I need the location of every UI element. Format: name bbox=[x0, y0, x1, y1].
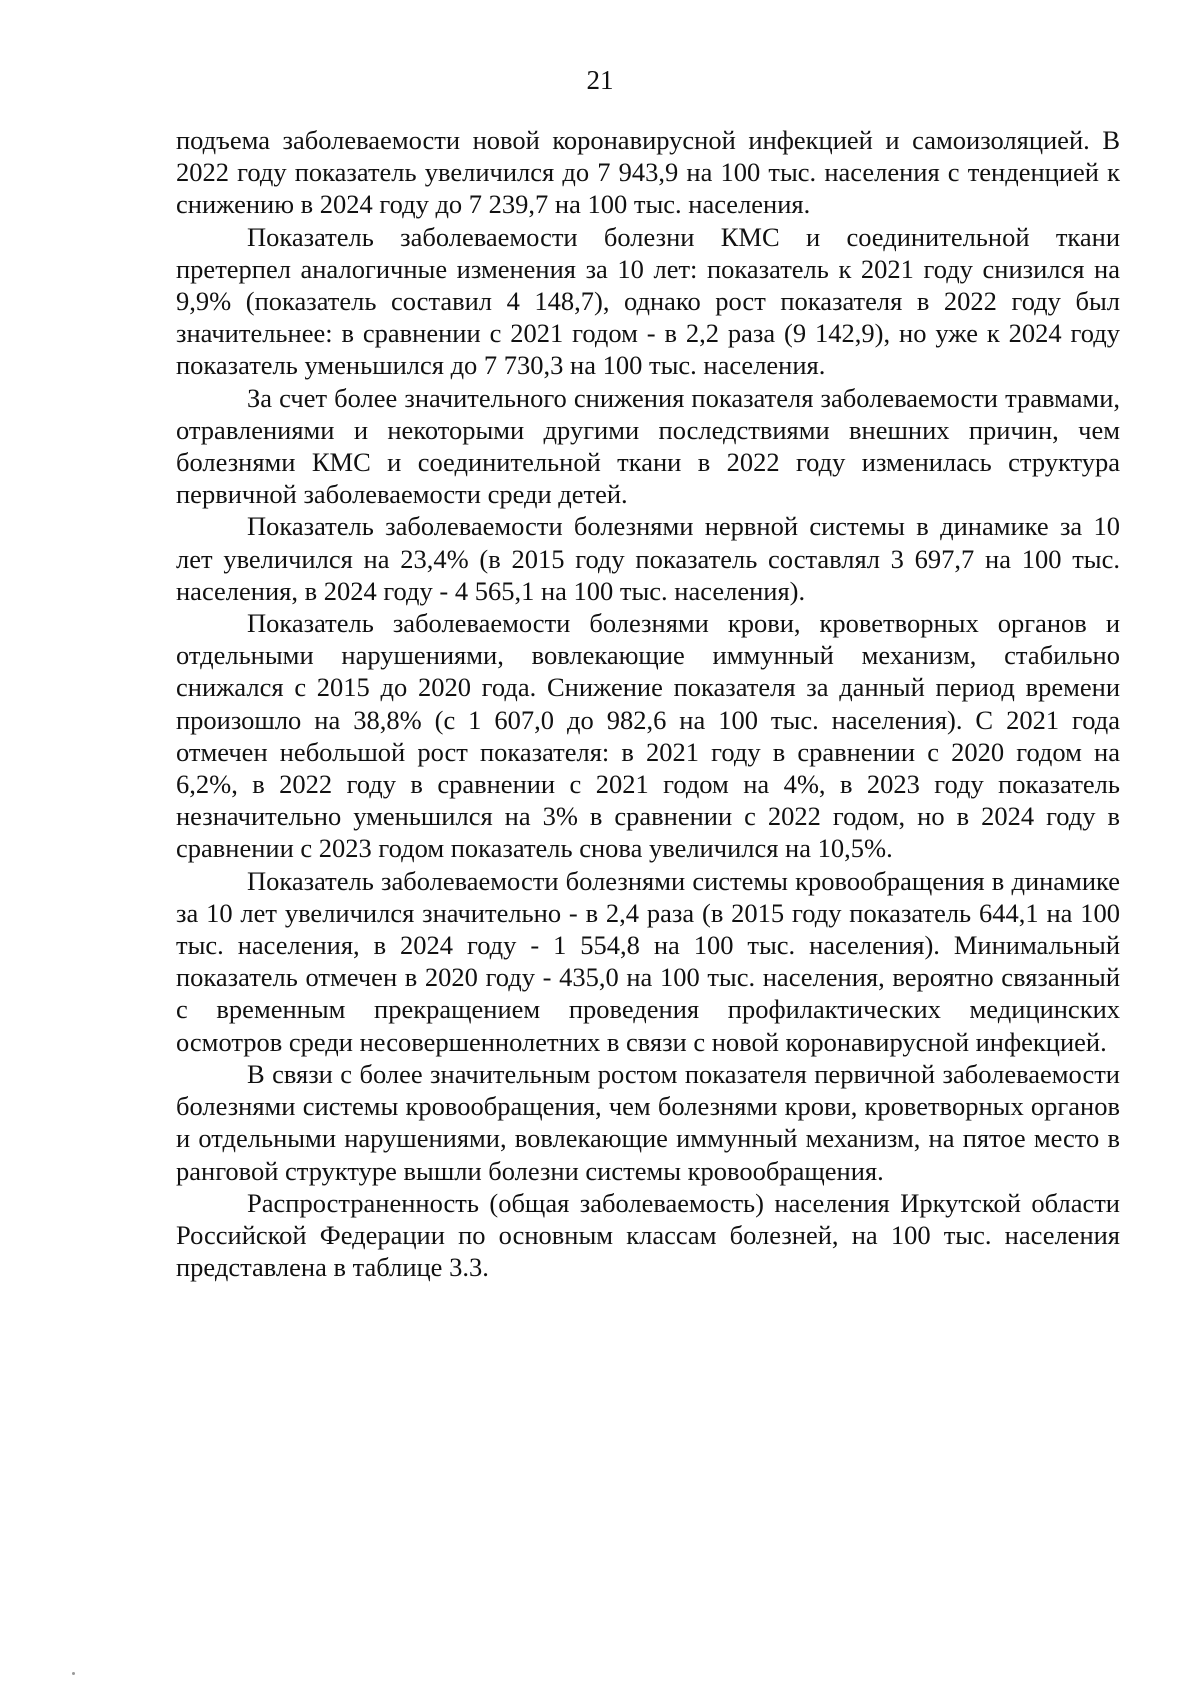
page-number: 21 bbox=[586, 65, 614, 95]
scan-speck bbox=[72, 1672, 75, 1675]
body-text bbox=[176, 124, 1120, 1283]
paragraph-7: В связи с более значительным ростом показателя первичной заболеваемости болезнями системы кровообращения, чем болезнями крови, кроветворных органов и отдельными нарушениями, вовлекающие иммунный механизм, на пятое место в ранговой структуре вышли болезни системы кровообращения. bbox=[176, 1058, 1120, 1186]
paragraph-6: Показатель заболеваемости болезнями системы кровообращения в динамике за 10 лет увеличился значительно - в 2,4 раза (в 2015 году показатель 644,1 на 100 тыс. населения, в 2024 году - 1 554,8 на 100 тыс. населения). Минимальный показатель отмечен в 2020 году - 435,0 на 100 тыс. населения, вероятно связанный с временным прекращением проведения профилактических медицинских осмотров среди несовершеннолетних в связи с новой коронавирусной инфекцией. bbox=[176, 865, 1120, 1057]
paragraph-5: Показатель заболеваемости болезнями крови, кроветворных органов и отдельными нарушениями, вовлекающие иммунный механизм, стабильно снижался с 2015 до 2020 года. Снижение показателя за данный период времени произошло на 38,8% (с 1 607,0 до 982,6 на 100 тыс. населения). С 2021 года отмечен небольшой рост показателя: в 2021 году в сравнении с 2020 годом на 6,2%, в 2022 году в сравнении с 2021 годом на 4%, в 2023 году показатель незначительно уменьшился на 3% в сравнении с 2022 годом, но в 2024 году в сравнении с 2023 годом показатель снова увеличился на 10,5%. bbox=[176, 608, 1120, 864]
paragraph-2: Показатель заболеваемости болезни КМС и соединительной ткани претерпел аналогичные изменения за 10 лет: показатель к 2021 году снизился на 9,9% (показатель составил 4 148,7), однако рост показателя в 2022 году был значительнее: в сравнении с 2021 годом - в 2,2 раза (9 142,9), но уже к 2024 году показатель уменьшился до 7 730,3 на 100 тыс. населения. bbox=[176, 221, 1120, 381]
paragraph-1: подъема заболеваемости новой коронавирусной инфекцией и самоизоляцией. В 2022 году показатель увеличился до 7 943,9 на 100 тыс. населения с тенденцией к снижению в 2024 году до 7 239,7 на 100 тыс. населения. bbox=[176, 125, 1120, 220]
paragraph-8: Распространенность (общая заболеваемость) населения Иркутской области Российской Федерации по основным классам болезней, на 100 тыс. населения представлена в таблице 3.3. bbox=[176, 1187, 1120, 1283]
paragraph-4: Показатель заболеваемости болезнями нервной системы в динамике за 10 лет увеличился на 23,4% (в 2015 году показатель составлял 3 697,7 на 100 тыс. населения, в 2024 году - 4 565,1 на 100 тыс. населения). bbox=[176, 511, 1120, 606]
paragraph-3: За счет более значительного снижения показателя заболеваемости травмами, отравлениями и некоторыми другими последствиями внешних причин, чем болезнями КМС и соединительной ткани в 2022 году изменилась структура первичной заболеваемости среди детей. bbox=[176, 382, 1120, 510]
